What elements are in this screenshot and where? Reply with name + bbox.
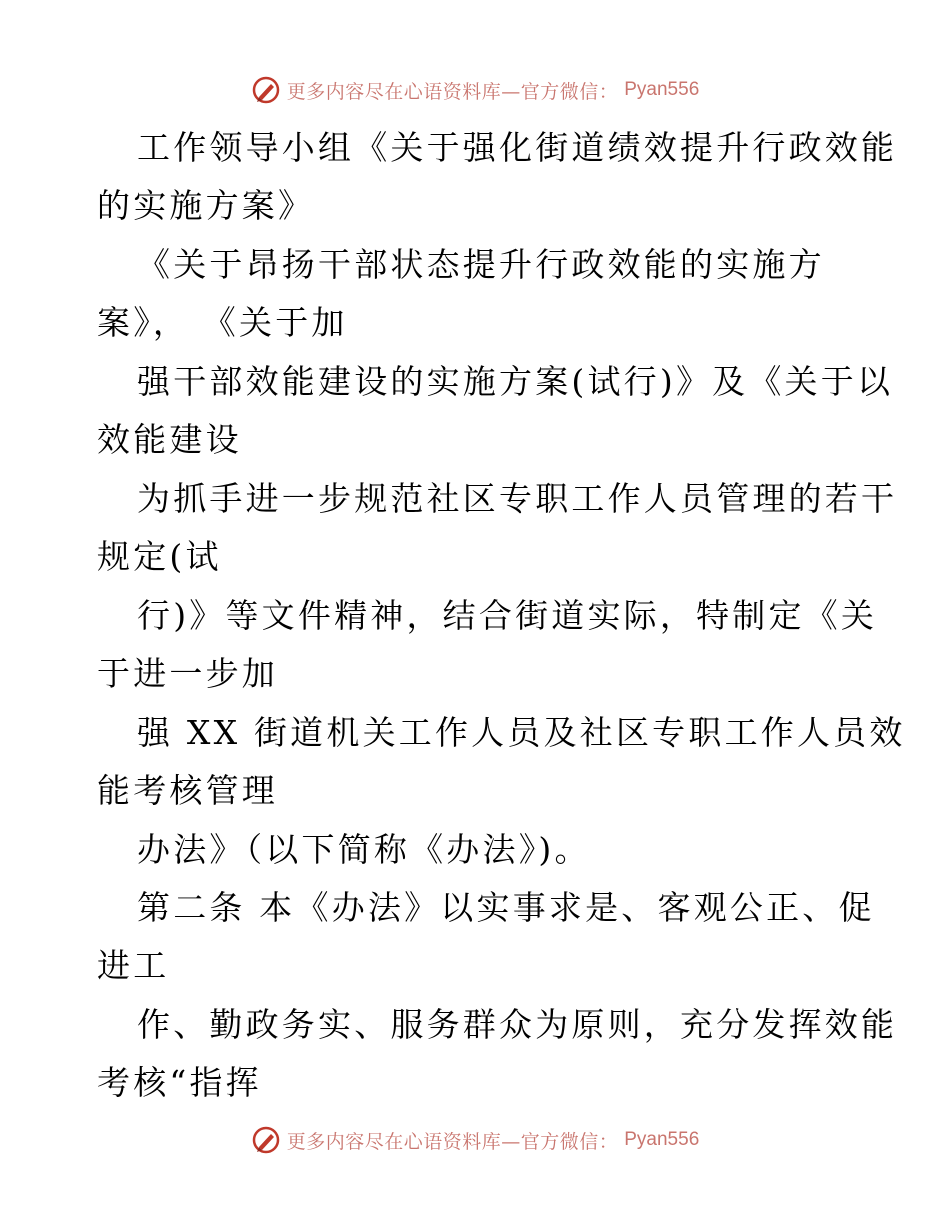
watermark-text: 更多内容尽在心语资料库—官方微信： bbox=[286, 80, 619, 103]
paragraph-line: 能考核管理 bbox=[97, 771, 278, 810]
paragraph-line: 强干部效能建设的实施方案(试行)》及《关于以 bbox=[137, 362, 894, 401]
paragraph-line: 的实施方案》 bbox=[97, 186, 315, 225]
paragraph-line: 第二条 本《办法》以实事求是、客观公正、促 bbox=[137, 888, 875, 927]
paragraph-line: 为抓手进一步规范社区专职工作人员管理的若干 bbox=[137, 479, 898, 518]
watermark-id: Pyan556 bbox=[624, 79, 700, 100]
paragraph-line: 行)》等文件精神，结合街道实际，特制定《关 bbox=[137, 596, 878, 635]
pen-logo-icon bbox=[251, 1125, 281, 1155]
watermark-text: 更多内容尽在心语资料库—官方微信： bbox=[286, 1130, 619, 1153]
paragraph-line: 工作领导小组《关于强化街道绩效提升行政效能 bbox=[137, 128, 898, 167]
paragraph-line: 于进一步加 bbox=[97, 654, 278, 693]
paragraph-line: 考核“指挥 bbox=[97, 1063, 262, 1102]
paragraph-line: 案》， 《关于加 bbox=[97, 303, 348, 342]
paragraph-line: 办法》（以下简称《办法》)。 bbox=[137, 830, 591, 869]
paragraph-line: 效能建设 bbox=[97, 420, 242, 459]
paragraph-line: 进工 bbox=[97, 946, 170, 985]
footer-watermark bbox=[0, 1120, 950, 1160]
paragraph-line: 规定(试 bbox=[97, 537, 222, 576]
paragraph-line: 强 XX 街道机关工作人员及社区专职工作人员效 bbox=[137, 713, 906, 752]
paragraph-line: 作、勤政务实、服务群众为原则，充分发挥效能 bbox=[137, 1005, 898, 1044]
watermark-id: Pyan556 bbox=[624, 1129, 700, 1150]
paragraph-line: 《关于昂扬干部状态提升行政效能的实施方 bbox=[137, 245, 825, 284]
